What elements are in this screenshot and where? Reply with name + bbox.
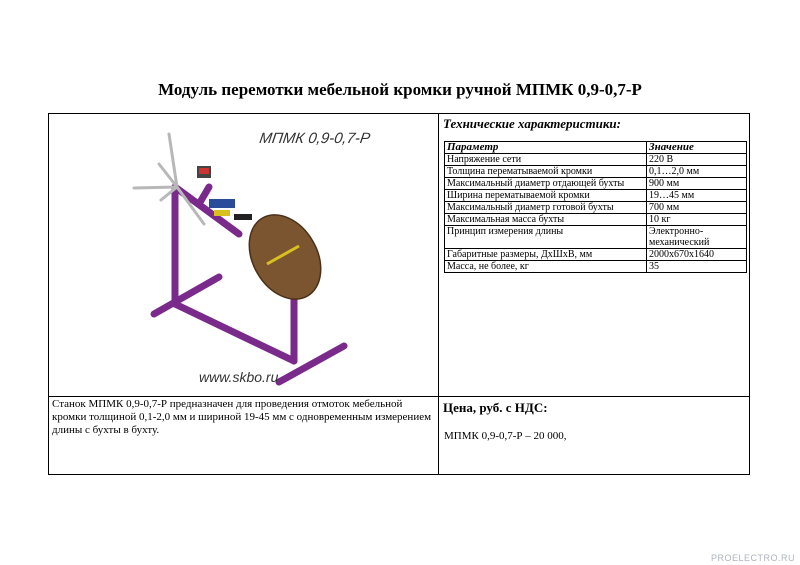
value-cell: 700 мм (647, 202, 747, 214)
table-row (445, 214, 747, 226)
param-cell: Габаритные размеры, ДхШхВ, мм (445, 249, 647, 261)
page-title: Модуль перемотки мебельной кромки ручной МПМК 0,9-0,7-Р (158, 80, 642, 99)
table-row (445, 154, 747, 166)
price-line: МПМК 0,9-0,7-Р – 20 000, (444, 430, 567, 442)
website-label: www.skbo.ru (199, 369, 279, 385)
specs-header-row (445, 142, 747, 154)
table-row (445, 190, 747, 202)
param-cell: Толщина перематываемой кромки (445, 166, 647, 178)
param-cell: Ширина перематываемой кромки (445, 190, 647, 202)
machine-drawing (49, 114, 438, 396)
vertical-divider (438, 114, 439, 474)
table-row (445, 261, 747, 273)
value-cell: Электронно-механический (647, 226, 747, 249)
value-cell: 35 (647, 261, 747, 273)
param-cell: Масса, не более, кг (445, 261, 647, 273)
param-cell: Максимальная масса бухты (445, 214, 647, 226)
model-label: МПМК 0,9-0,7-Р (258, 130, 372, 147)
table-row (445, 249, 747, 261)
value-cell: 10 кг (647, 214, 747, 226)
column-header-value: Значение (647, 142, 747, 154)
price-title: Цена, руб. с НДС: (443, 400, 548, 415)
param-cell: Напряжение сети (445, 154, 647, 166)
table-row (445, 178, 747, 190)
table-row (445, 226, 747, 249)
param-cell: Максимальный диаметр отдающей бухты (445, 178, 647, 190)
value-cell: 900 мм (647, 178, 747, 190)
value-cell: 220 В (647, 154, 747, 166)
specs-table (444, 141, 747, 273)
param-cell: Принцип измерения длины (445, 226, 647, 249)
table-row (445, 202, 747, 214)
product-description: Станок МПМК 0,9-0,7-Р предназначен для проведения отмоток мебельной кромки толщиной 0,1-2,0 мм и шириной 19-45 мм с одновременным измерением длины с бухты в бухту. (52, 398, 432, 436)
product-sheet (48, 113, 750, 475)
value-cell: 2000х670х1640 (647, 249, 747, 261)
specs-title: Технические характеристики: (443, 116, 621, 131)
column-header-parameter: Параметр (445, 142, 647, 154)
table-row (445, 166, 747, 178)
value-cell: 0,1…2,0 мм (647, 166, 747, 178)
value-cell: 19…45 мм (647, 190, 747, 202)
watermark: PROELECTRO.RU (710, 553, 795, 563)
horizontal-divider (49, 396, 749, 397)
param-cell: Максимальный диаметр готовой бухты (445, 202, 647, 214)
supply-reel-arms (134, 134, 204, 224)
